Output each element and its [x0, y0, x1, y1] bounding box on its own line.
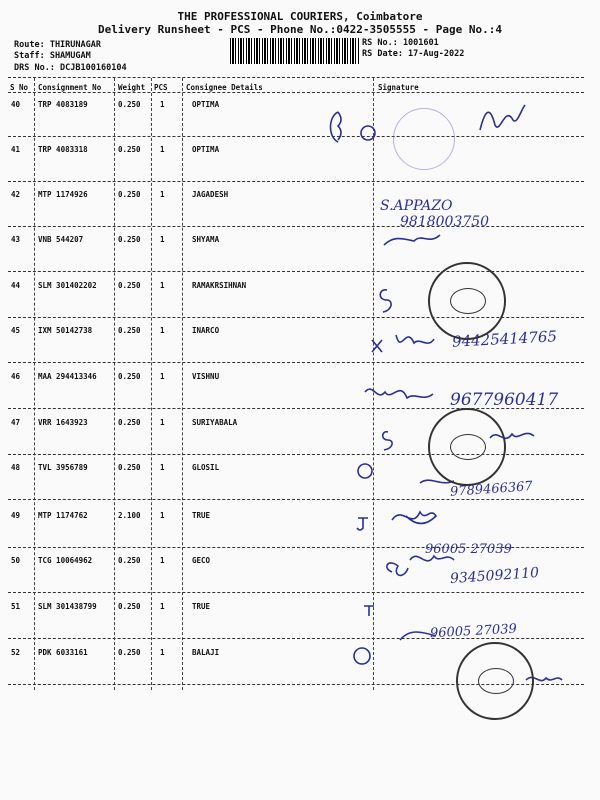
row-sno: 40 [11, 100, 21, 109]
row-weight: 0.250 [118, 648, 141, 657]
row-consignment-no: TRP 4083189 [38, 100, 88, 109]
handwritten-phone: 9789466367 [449, 479, 534, 500]
company-stamp [428, 262, 506, 340]
row-consignee: GLOSIL [192, 463, 220, 472]
rs-number: RS No.: 1001601 [362, 38, 439, 48]
company-stamp [456, 642, 534, 720]
row-consignment-no: IXM 50142738 [38, 326, 93, 335]
route-label: Route: THIRUNAGAR [14, 40, 101, 50]
row-weight: 0.250 [118, 372, 141, 381]
row-sno: 41 [11, 145, 21, 154]
col-consignment-header: Consignment No [38, 83, 102, 92]
drs-number: DRS No.: DCJB100160104 [14, 63, 127, 73]
col-weight-header: Weight [118, 83, 146, 92]
row-weight: 0.250 [118, 463, 141, 472]
row-consignee: SURIYABALA [192, 418, 238, 427]
row-weight: 0.250 [118, 602, 141, 611]
row-weight: 0.250 [118, 418, 141, 427]
row-consignment-no: TCG 10064962 [38, 556, 93, 565]
row-weight: 0.250 [118, 190, 141, 199]
document-subtitle: Delivery Runsheet - PCS - Phone No.:0422-3505555 - Page No.:4 [98, 23, 502, 36]
row-pcs: 1 [160, 372, 165, 381]
row-weight: 0.250 [118, 100, 141, 109]
col-pcs-header: PCS [154, 83, 168, 92]
row-pcs: 1 [160, 281, 165, 290]
row-consignee: TRUE [192, 602, 211, 611]
company-stamp [428, 408, 506, 486]
row-pcs: 1 [160, 648, 165, 657]
row-consignment-no: SLM 301402202 [38, 281, 97, 290]
row-consignment-no: VNB 544207 [38, 235, 84, 244]
row-sno: 46 [11, 372, 21, 381]
row-consignee: RAMAKRSIHNAN [192, 281, 247, 290]
row-sno: 45 [11, 326, 21, 335]
row-weight: 0.250 [118, 145, 141, 154]
row-consignment-no: MTP 1174926 [38, 190, 88, 199]
row-consignee: GECO [192, 556, 211, 565]
row-sno: 43 [11, 235, 21, 244]
row-pcs: 1 [160, 418, 165, 427]
row-pcs: 1 [160, 511, 165, 520]
row-sno: 42 [11, 190, 21, 199]
row-sno: 51 [11, 602, 21, 611]
row-consignment-no: MAA 294413346 [38, 372, 97, 381]
row-weight: 2.100 [118, 511, 141, 520]
handwritten-phone: 94425414765 [451, 327, 558, 351]
row-sno: 47 [11, 418, 21, 427]
row-consignment-no: VRR 1643923 [38, 418, 88, 427]
row-consignee: SHYAMA [192, 235, 220, 244]
row-sno: 52 [11, 648, 21, 657]
col-consignee-header: Consignee Details [186, 83, 263, 92]
row-pcs: 1 [160, 602, 165, 611]
row-sno: 49 [11, 511, 21, 520]
row-weight: 0.250 [118, 235, 141, 244]
handwritten-phone: 96005 27039 [425, 542, 512, 557]
col-signature-header: Signature [378, 83, 419, 92]
row-consignment-no: PDK 6033161 [38, 648, 88, 657]
handwritten-phone: 9818003750 [400, 214, 490, 230]
row-sno: 44 [11, 281, 21, 290]
row-pcs: 1 [160, 235, 165, 244]
row-weight: 0.250 [118, 556, 141, 565]
row-consignee: OPTIMA [192, 145, 220, 154]
staff-label: Staff: SHAMUGAM [14, 51, 91, 61]
row-weight: 0.250 [118, 281, 141, 290]
row-consignee: TRUE [192, 511, 211, 520]
document-title: THE PROFESSIONAL COURIERS, Coimbatore [177, 10, 423, 23]
row-consignee: JAGADESH [192, 190, 229, 199]
row-consignment-no: TVL 3956789 [38, 463, 88, 472]
row-pcs: 1 [160, 556, 165, 565]
faded-stamp [393, 108, 455, 170]
handwritten-name: S.APPAZO [380, 198, 453, 214]
row-consignee: VISHNU [192, 372, 220, 381]
row-consignee: BALAJI [192, 648, 220, 657]
row-consignee: OPTIMA [192, 100, 220, 109]
row-pcs: 1 [160, 190, 165, 199]
col-sno-header: S No [10, 83, 29, 92]
row-pcs: 1 [160, 145, 165, 154]
row-sno: 50 [11, 556, 21, 565]
handwritten-phone: 9345092110 [449, 564, 540, 588]
row-consignment-no: TRP 4083318 [38, 145, 88, 154]
handwritten-phone: 9677960417 [450, 390, 559, 410]
row-sno: 48 [11, 463, 21, 472]
row-consignment-no: MTP 1174762 [38, 511, 88, 520]
row-consignee: INARCO [192, 326, 220, 335]
row-consignment-no: SLM 301438799 [38, 602, 97, 611]
row-weight: 0.250 [118, 326, 141, 335]
rs-date: RS Date: 17-Aug-2022 [362, 49, 465, 59]
row-pcs: 1 [160, 100, 165, 109]
row-pcs: 1 [160, 463, 165, 472]
handwritten-phone: 96005 27039 [429, 621, 518, 642]
row-pcs: 1 [160, 326, 165, 335]
